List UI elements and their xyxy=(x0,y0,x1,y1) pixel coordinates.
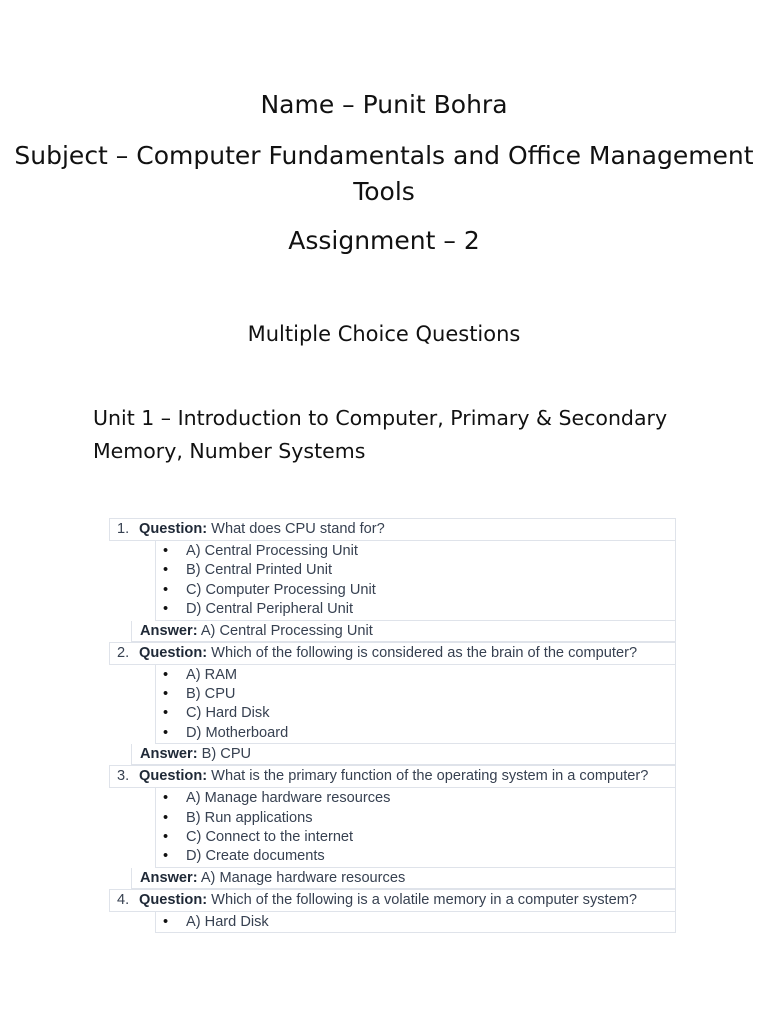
question-item xyxy=(109,765,676,889)
option-item: • C) Computer Processing Unit xyxy=(156,581,675,600)
answer-row xyxy=(131,621,676,642)
student-name: Name – Punit Bohra xyxy=(260,90,508,119)
question-label: Question: xyxy=(139,891,208,908)
question-number: 4. xyxy=(117,891,130,908)
option-item: • D) Central Peripheral Unit xyxy=(156,600,675,619)
option-item: • A) Central Processing Unit xyxy=(156,542,675,561)
option-item: • B) Run applications xyxy=(156,809,675,828)
option-item: • D) Create documents xyxy=(156,847,675,866)
question-row xyxy=(109,518,676,541)
question-number: 1. xyxy=(117,521,130,537)
question-row xyxy=(109,765,676,788)
question-row xyxy=(109,642,676,665)
option-item: • A) Manage hardware resources xyxy=(156,789,675,808)
answer-text: A) Manage hardware resources xyxy=(200,869,406,886)
answer-label: Answer: xyxy=(140,869,198,886)
question-number: 2. xyxy=(117,644,130,661)
question-text: What is the primary function of the operating system in a computer? xyxy=(211,768,649,785)
answer-text: B) CPU xyxy=(201,746,252,763)
question-label: Question: xyxy=(139,768,208,785)
question-item xyxy=(109,889,676,933)
option-item: • A) Hard Disk xyxy=(156,913,675,932)
answer-label: Answer: xyxy=(140,622,198,639)
section-title: Multiple Choice Questions xyxy=(247,322,521,346)
answer-row xyxy=(131,744,676,765)
options-list xyxy=(155,665,676,745)
option-item: • B) CPU xyxy=(156,685,675,704)
question-text: Which of the following is a volatile memory in a computer system? xyxy=(211,891,637,908)
question-item xyxy=(109,642,676,766)
answer-text: A) Central Processing Unit xyxy=(200,622,373,639)
question-list xyxy=(109,518,676,933)
question-label: Question: xyxy=(139,644,208,661)
option-item: • B) Central Printed Unit xyxy=(156,561,675,580)
question-text: Which of the following is considered as the brain of the computer? xyxy=(211,644,638,661)
option-item: • C) Connect to the internet xyxy=(156,828,675,847)
question-item xyxy=(109,518,676,642)
option-item: • A) RAM xyxy=(156,666,675,685)
options-list xyxy=(155,912,676,933)
option-item: • D) Motherboard xyxy=(156,724,675,743)
unit-title: Unit 1 – Introduction to Computer, Primary & Secondary Memory, Number Systems xyxy=(93,406,668,463)
options-list xyxy=(155,788,676,868)
subject-title: Subject – Computer Fundamentals and Office Management Tools xyxy=(14,141,754,206)
question-number: 3. xyxy=(117,768,130,785)
question-label: Question: xyxy=(139,521,208,537)
assignment-title: Assignment – 2 xyxy=(288,226,480,255)
options-list xyxy=(155,541,676,621)
question-row xyxy=(109,889,676,912)
answer-label: Answer: xyxy=(140,746,198,763)
question-text: What does CPU stand for? xyxy=(211,521,385,537)
option-item: • C) Hard Disk xyxy=(156,704,675,723)
answer-row xyxy=(131,868,676,889)
